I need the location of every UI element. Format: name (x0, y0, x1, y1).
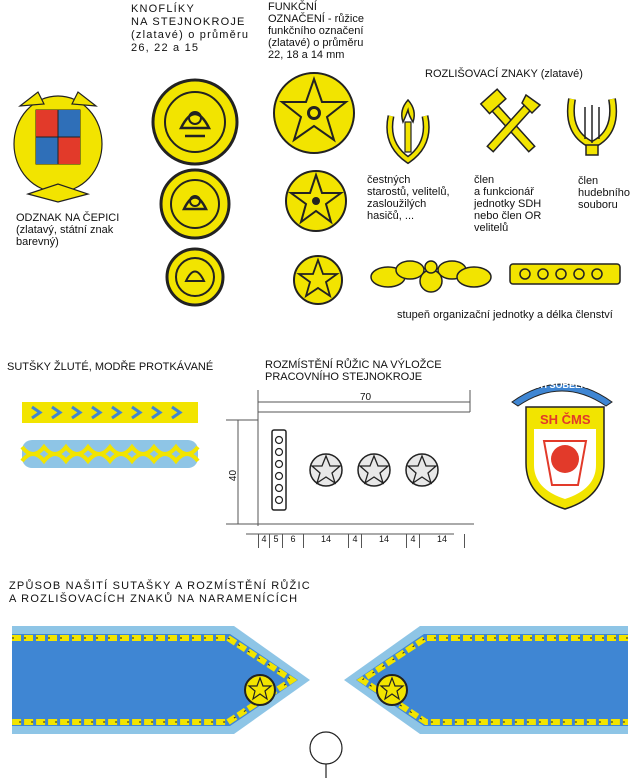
cap-badge-emblem (8, 86, 108, 206)
buttons-heading: KNOFLÍKY NA STEJNOKROJE (zlatavé) o průměru 26, 22 a 15 (131, 3, 250, 54)
dimension-width: 70 (360, 392, 372, 403)
dimension-segment: 4 (258, 534, 269, 548)
dimension-height: 40 (228, 469, 240, 482)
cap-badge-caption: ODZNAK NA ČEPICI (zlatavý, státní znak barevný) (16, 212, 120, 248)
hammer-caption: člen a funkcionář jednotky SDH nebo člen OR velitelů (474, 174, 542, 234)
distinction-heading: ROZLIŠOVACÍ ZNAKY (zlatavé) (425, 68, 583, 80)
lyre-caption: člen hudebního souboru (578, 175, 630, 211)
plaited-braid (22, 437, 198, 471)
button-small (165, 247, 225, 307)
shoulder-heading: ZPŮSOB NAŠITÍ SUTAŠKY A ROZMÍSTĚNÍ RŮŽIC A ROZLIŠOVACÍCH ZNAKŮ NA NARAMENÍCÍCH (9, 580, 311, 605)
rosette-large (271, 70, 357, 156)
shoulder-board-right (342, 622, 628, 736)
unit-caption: stupeň organizační jednotky a délka členství (397, 309, 613, 321)
dimension-segments (258, 534, 465, 548)
chevron-braid (22, 402, 198, 423)
wreath-caption: čestných starostů, velitelů, zasloužilých hasičů, ... (367, 174, 450, 222)
placement-heading: ROZMÍSTĚNÍ RŮŽIC NA VÝLOŽCE PRACOVNÍHO STEJNOKROJE (265, 359, 442, 383)
dimension-segment: 14 (419, 534, 465, 548)
dimension-segment: 5 (269, 534, 282, 548)
neck-circle (304, 728, 348, 778)
sleeve-badge-text: SH ČMS (540, 412, 591, 427)
wreath-torch-insignia (383, 96, 433, 166)
button-medium (159, 168, 231, 240)
oak-branch-insignia (368, 255, 494, 299)
button-large (151, 78, 239, 166)
rosette-medium (283, 168, 349, 234)
shoulder-board-left (12, 622, 312, 736)
dimension-segment: 4 (348, 534, 361, 548)
placement-diagram (226, 388, 476, 552)
dimension-segment: 6 (282, 534, 303, 548)
braid-heading: SUTŠKY ŽLUTÉ, MODŘE PROTKÁVANÉ (7, 361, 214, 373)
hammer-axe-insignia (474, 91, 548, 161)
lyre-insignia (566, 93, 618, 159)
sleeve-badge-arc-text: SDH SOBĚLICE (528, 380, 596, 390)
grade-bar-insignia (509, 263, 621, 285)
rosette-small (291, 253, 345, 307)
dimension-segment: 14 (361, 534, 406, 548)
rosettes-heading: FUNKČNÍ OZNAČENÍ - růžice funkčního označení (zlatavé) o průměru 22, 18 a 14 mm (268, 1, 364, 61)
dimension-segment: 4 (406, 534, 419, 548)
dimension-segment: 14 (303, 534, 348, 548)
